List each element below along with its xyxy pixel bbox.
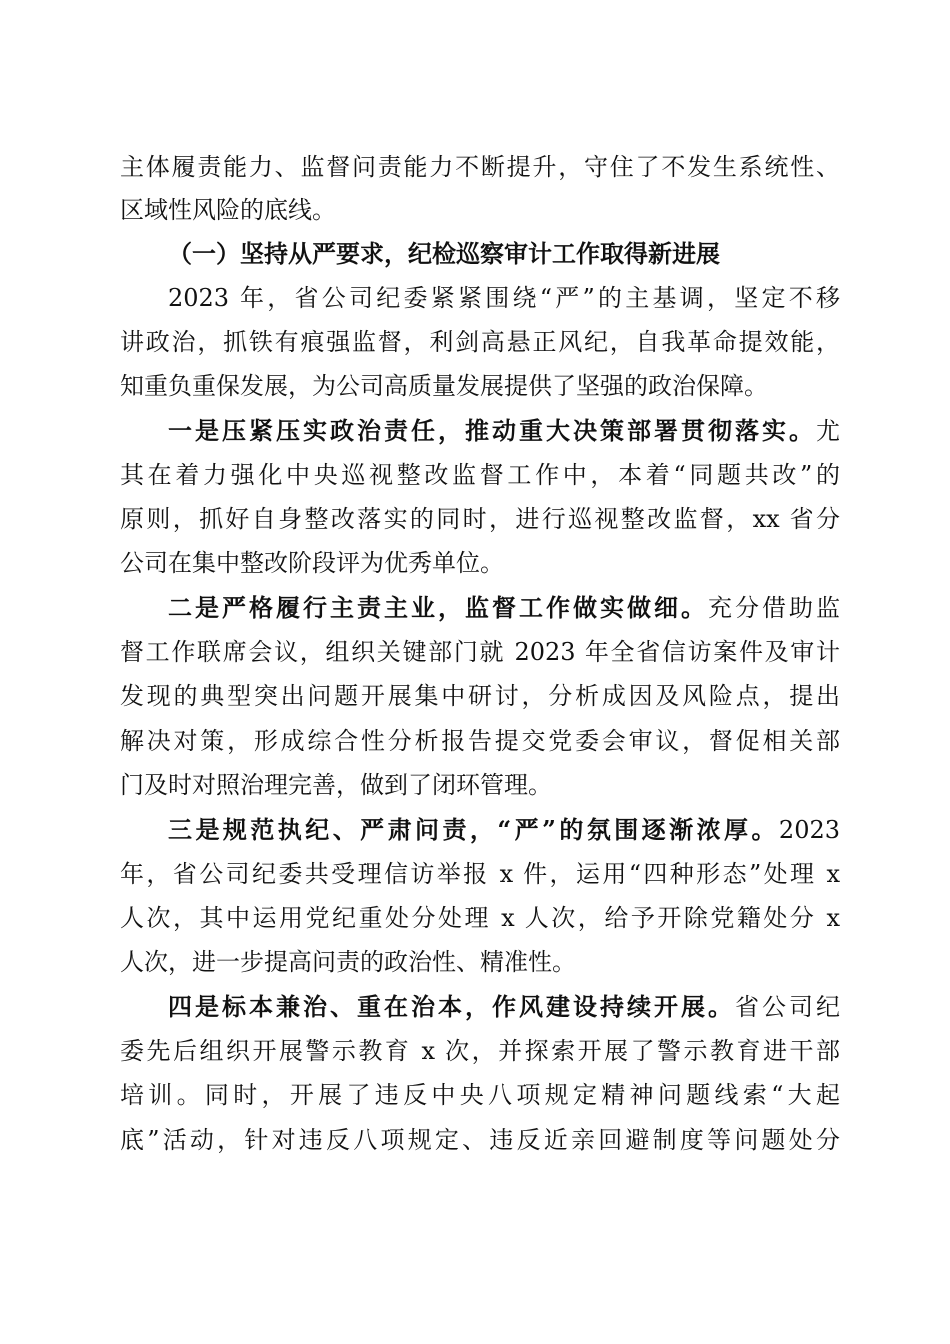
point4-line-4: 底”活动，针对违反八项规定、违反近亲回避制度等问题处分: [120, 1126, 840, 1154]
point1-lead-tail: 尤: [816, 417, 840, 445]
point1-first-line: [168, 415, 840, 447]
point2-lead-tail: 充分借助监: [708, 594, 840, 622]
point4-lead-tail: 省公司纪: [735, 993, 840, 1021]
point4-lead: 四是标本兼治、重在治本，作风建设持续开展。: [168, 992, 735, 1021]
point2-line-3: 发现的典型突出问题开展集中研讨，分析成因及风险点，提出: [120, 682, 840, 710]
point4-first-line: [168, 991, 840, 1023]
section-heading: （一）坚持从严要求，纪检巡察审计工作取得新进展: [168, 239, 720, 268]
point2-line-4: 解决对策，形成综合性分析报告提交党委会审议，督促相关部: [120, 727, 840, 755]
point3-lead: 三是规范执纪、严肃问责，“严”的氛围逐渐浓厚。: [168, 815, 779, 844]
point1-lead: 一是压紧压实政治责任，推动重大决策部署贯彻落实。: [168, 416, 816, 445]
summary-line-2: 讲政治，抓铁有痕强监督，利剑高悬正风纪，自我革命提效能，: [120, 328, 840, 356]
point3-first-line: [168, 814, 840, 846]
point2-lead: 二是严格履行主责主业，监督工作做实做细。: [168, 593, 708, 622]
point3-lead-tail: 2023: [778, 816, 840, 844]
point1-line-4: 公司在集中整改阶段评为优秀单位。: [120, 549, 504, 577]
point3-line-4: 人次，进一步提高问责的政治性、精准性。: [120, 948, 576, 976]
point2-line-5: 门及时对照治理完善，做到了闭环管理。: [120, 771, 552, 799]
point4-line-3: 培训。同时，开展了违反中央八项规定精神问题线索“大起: [120, 1081, 840, 1109]
point2-first-line: [168, 592, 840, 624]
point1-line-2: 其在着力强化中央巡视整改监督工作中，本着“同题共改”的: [120, 461, 840, 489]
intro-line-2: 区域性风险的底线。: [120, 196, 336, 224]
point1-line-3: 原则，抓好自身整改落实的同时，进行巡视整改监督，xx 省分: [120, 505, 840, 533]
summary-line-3: 知重负重保发展，为公司高质量发展提供了坚强的政治保障。: [120, 372, 768, 400]
summary-line-1: 2023 年，省公司纪委紧紧围绕“严”的主基调，坚定不移: [168, 284, 840, 312]
intro-line-1: 主体履责能力、监督问责能力不断提升，守住了不发生系统性、: [120, 153, 840, 181]
point2-line-2: 督工作联席会议，组织关键部门就 2023 年全省信访案件及审计: [120, 638, 840, 666]
point3-line-3: 人次，其中运用党纪重处分处理 x 人次，给予开除党籍处分 x: [120, 904, 840, 932]
point4-line-2: 委先后组织开展警示教育 x 次，并探索开展了警示教育进干部: [120, 1037, 840, 1065]
point3-line-2: 年，省公司纪委共受理信访举报 x 件，运用“四种形态”处理 x: [120, 860, 840, 888]
